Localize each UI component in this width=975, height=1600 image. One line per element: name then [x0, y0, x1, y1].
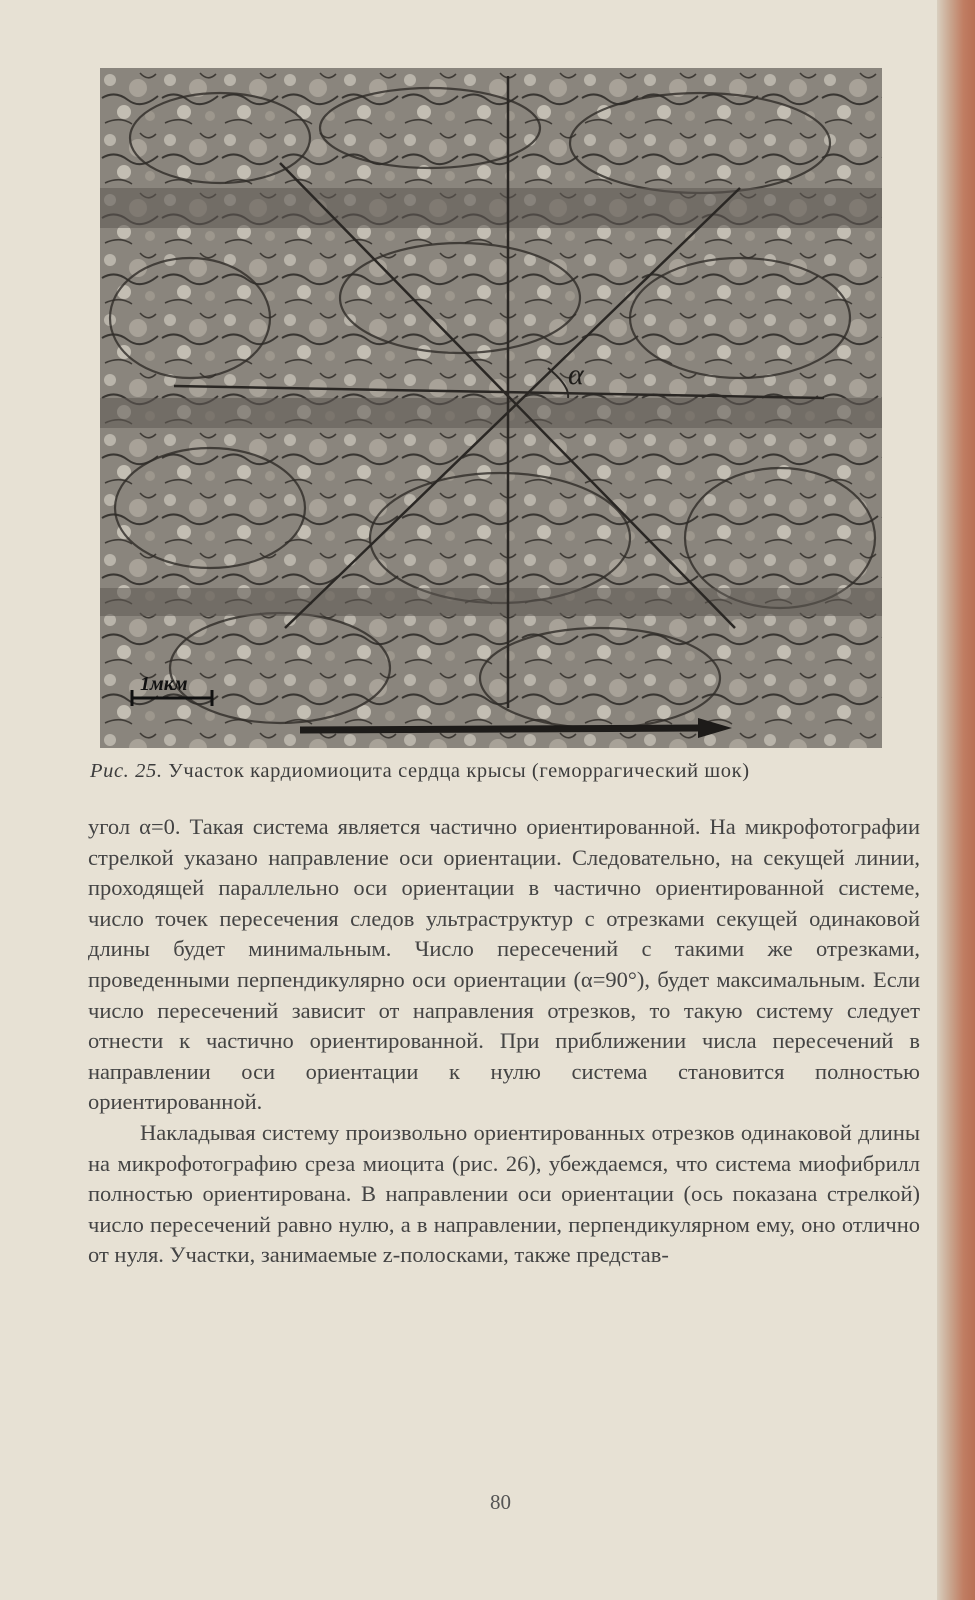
paragraph-2: Накладывая систему произвольно ориентированных отрезков одинаковой длины на микрофотографию среза миоцита (рис. 26), убеждаемся, что система миофибрилл полностью ориентирована. В направлении оси ориентации (ось показана стрелкой) число пересечений равно нулю, а в направлении, перпендикулярном ему, оно отлично от нуля. Участки, занимаемые z-полосками, также представ- — [88, 1119, 920, 1268]
figure-number: Рис. 25. — [90, 760, 163, 782]
micrograph-figure — [100, 68, 882, 748]
angle-label: α — [568, 358, 584, 391]
figure-caption — [90, 760, 930, 783]
paragraph-1: угол α=0. Такая система является частично ориентированной. На микрофотографии стрелкой указано направление оси ориентации. Следовательно, на секущей линии, проходящей параллельно оси ориентации в частично ориентированной системе, число точек пересечения следов ультраструктур с отрезками секущей одинаковой длины будет минимальным. Число пересечений с такими же отрезками, проведенными перпендикулярно оси ориентации (α=90°), будет максимальным. Если число пересечений зависит от направления отрезков, то такую систему следует отнести к частично ориентированной. При приближении числа пересечений в направлении оси ориентации к нулю система становится полностью ориентированной. — [88, 814, 920, 1115]
page-edge — [937, 0, 975, 1600]
scale-label: 1мкм — [140, 673, 188, 695]
micrograph-image — [100, 68, 882, 748]
page-number: 80 — [490, 1490, 511, 1514]
body-text — [88, 812, 920, 1271]
caption-text: Участок кардиомиоцита сердца крысы (геморрагический шок) — [168, 760, 750, 782]
